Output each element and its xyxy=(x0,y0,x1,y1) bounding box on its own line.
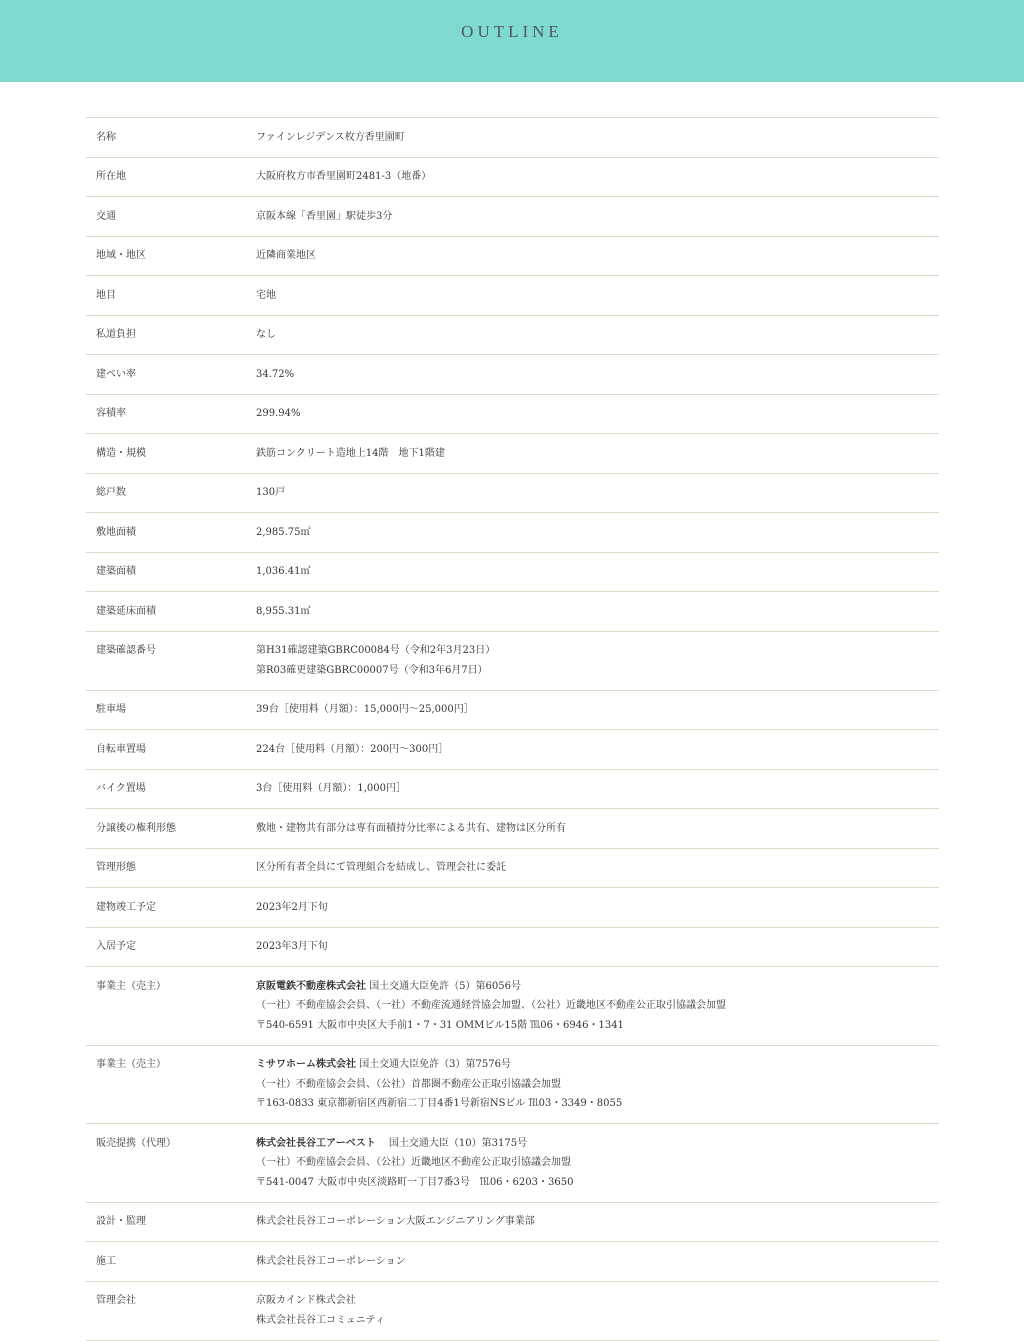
table-row xyxy=(86,1281,939,1340)
table-row xyxy=(86,513,939,553)
row-label: 管理形態 xyxy=(86,848,256,888)
value-line: 区分所有者全員にて管理組合を結成し、管理会社に委託 xyxy=(256,862,506,873)
row-value xyxy=(256,1281,939,1340)
table-row xyxy=(86,769,939,809)
row-value xyxy=(256,769,939,809)
row-label: 建築面積 xyxy=(86,552,256,592)
row-label: 建築確認番号 xyxy=(86,631,256,690)
table-row xyxy=(86,809,939,849)
company-name: 株式会社長谷工アーベスト xyxy=(256,1137,376,1149)
table-row xyxy=(86,157,939,197)
row-value xyxy=(256,1202,939,1242)
row-value xyxy=(256,690,939,730)
row-value xyxy=(256,118,939,158)
outline-table xyxy=(86,117,939,1341)
row-value xyxy=(256,552,939,592)
row-value xyxy=(256,848,939,888)
value-line: 〒540-6591 大阪市中央区大手前1・7・31 OMMビル15階 ℡06・6946・1341 xyxy=(256,1019,624,1031)
table-row xyxy=(86,394,939,434)
row-label: 建物竣工予定 xyxy=(86,888,256,928)
row-label: 駐車場 xyxy=(86,690,256,730)
table-row xyxy=(86,1045,939,1124)
value-line: 34.72% xyxy=(256,368,295,380)
value-line: 39台［使用料（月額）：15,000円〜25,000円］ xyxy=(256,704,474,715)
table-row xyxy=(86,631,939,690)
value-line: 第H31確認建築GBRC00084号（令和2年3月23日） xyxy=(256,645,496,656)
table-row xyxy=(86,118,939,158)
value-line: 8,955.31㎡ xyxy=(256,605,311,617)
value-line xyxy=(256,1134,939,1154)
table-row xyxy=(86,690,939,730)
row-label: 総戸数 xyxy=(86,473,256,513)
value-line: 〒541-0047 大阪市中央区淡路町一丁目7番3号 ℡06・6203・3650 xyxy=(256,1176,574,1188)
value-line: 京阪カインド株式会社 xyxy=(256,1295,356,1306)
value-line: 2023年3月下旬 xyxy=(256,941,328,952)
row-label: 容積率 xyxy=(86,394,256,434)
value-line: 130戸 xyxy=(256,487,286,498)
row-value xyxy=(256,631,939,690)
row-value xyxy=(256,434,939,474)
license-text: 国土交通大臣免許（3）第7576号 xyxy=(359,1059,511,1070)
row-value xyxy=(256,473,939,513)
value-line: 株式会社長谷工コーポレーション xyxy=(256,1255,406,1267)
table-row xyxy=(86,848,939,888)
row-label: 私道負担 xyxy=(86,315,256,355)
row-value xyxy=(256,1242,939,1282)
row-label: 管理会社 xyxy=(86,1281,256,1340)
value-line: （一社）不動産協会会員、（公社）首都圏不動産公正取引協議会加盟 xyxy=(256,1078,561,1090)
row-value xyxy=(256,197,939,237)
row-label: 事業主（売主） xyxy=(86,1045,256,1124)
row-label: 入居予定 xyxy=(86,927,256,967)
row-value xyxy=(256,809,939,849)
row-value xyxy=(256,315,939,355)
page-header xyxy=(0,0,1024,82)
license-text: 国土交通大臣免許（5）第6056号 xyxy=(369,980,521,992)
value-line: 株式会社長谷工コーポレーション大阪エンジニアリング事業部 xyxy=(256,1216,535,1227)
row-label: 設計・監理 xyxy=(86,1202,256,1242)
table-row xyxy=(86,197,939,237)
row-value xyxy=(256,1045,939,1124)
value-line: なし xyxy=(256,329,276,340)
row-label: 施工 xyxy=(86,1242,256,1282)
value-line: （一社）不動産協会会員、（公社）近畿地区不動産公正取引協議会加盟 xyxy=(256,1157,571,1168)
row-label: 自転車置場 xyxy=(86,730,256,770)
value-line: 宅地 xyxy=(256,289,276,301)
value-line: 京阪本線「香里園」駅徒歩3分 xyxy=(256,210,393,222)
table-row xyxy=(86,592,939,632)
value-line: 3台［使用料（月額）：1,000円］ xyxy=(256,783,406,794)
value-line: 敷地・建物共有部分は専有面積持分比率による共有、建物は区分所有 xyxy=(256,822,566,834)
company-name: 京阪電鉄不動産株式会社 xyxy=(256,980,366,992)
row-value xyxy=(256,276,939,316)
value-line: 株式会社長谷工コミュニティ xyxy=(256,1314,385,1326)
row-label: 建ぺい率 xyxy=(86,355,256,395)
table-row xyxy=(86,236,939,276)
value-line: （一社）不動産協会会員、（一社）不動産流通経営協会加盟、（公社）近畿地区不動産公正取引協議会加盟 xyxy=(256,1000,726,1011)
row-label: 交通 xyxy=(86,197,256,237)
row-value xyxy=(256,157,939,197)
row-value xyxy=(256,927,939,967)
value-line: ファインレジデンス枚方香里園町 xyxy=(256,131,405,143)
company-name: ミサワホーム株式会社 xyxy=(256,1059,356,1070)
row-value xyxy=(256,394,939,434)
table-row xyxy=(86,1202,939,1242)
value-line: 2023年2月下旬 xyxy=(256,901,328,913)
value-line: 〒163-0833 東京都新宿区西新宿二丁目4番1号新宿NSビル ℡03・3349・8055 xyxy=(256,1098,623,1109)
table-row xyxy=(86,1124,939,1203)
value-line: 224台［使用料（月額）：200円〜300円］ xyxy=(256,743,449,755)
table-row xyxy=(86,730,939,770)
value-line: 近隣商業地区 xyxy=(256,250,316,261)
row-label: 事業主（売主） xyxy=(86,967,256,1046)
value-line: 299.94% xyxy=(256,408,301,419)
value-line: 鉄筋コンクリート造地上14階 地下1階建 xyxy=(256,447,445,459)
value-line: 1,036.41㎡ xyxy=(256,566,311,577)
license-text: 国土交通大臣（10）第3175号 xyxy=(378,1137,528,1149)
value-line: 大阪府枚方市香里園町2481-3（地番） xyxy=(256,171,432,182)
table-row xyxy=(86,967,939,1046)
table-row xyxy=(86,473,939,513)
table-row xyxy=(86,888,939,928)
table-row xyxy=(86,315,939,355)
row-value xyxy=(256,355,939,395)
row-label: 建築延床面積 xyxy=(86,592,256,632)
table-row xyxy=(86,434,939,474)
row-value xyxy=(256,236,939,276)
row-label: 構造・規模 xyxy=(86,434,256,474)
row-label: 所在地 xyxy=(86,157,256,197)
table-row xyxy=(86,927,939,967)
row-label: 販売提携（代理） xyxy=(86,1124,256,1203)
row-value xyxy=(256,513,939,553)
row-label: 地域・地区 xyxy=(86,236,256,276)
row-value xyxy=(256,967,939,1046)
value-line xyxy=(256,1055,939,1075)
outline-table-body xyxy=(86,118,939,1341)
row-label: 分譲後の権利形態 xyxy=(86,809,256,849)
table-row xyxy=(86,355,939,395)
row-label: 名称 xyxy=(86,118,256,158)
row-label: バイク置場 xyxy=(86,769,256,809)
row-label: 敷地面積 xyxy=(86,513,256,553)
row-value xyxy=(256,1124,939,1203)
row-label: 地目 xyxy=(86,276,256,316)
table-row xyxy=(86,552,939,592)
value-line: 2,985.75㎡ xyxy=(256,526,311,538)
row-value xyxy=(256,592,939,632)
value-line xyxy=(256,977,939,997)
row-value xyxy=(256,730,939,770)
value-line: 第R03確更建築GBRC00007号（令和3年6月7日） xyxy=(256,664,488,676)
page-title: OUTLINE xyxy=(461,22,563,41)
row-value xyxy=(256,888,939,928)
table-row xyxy=(86,1242,939,1282)
table-row xyxy=(86,276,939,316)
